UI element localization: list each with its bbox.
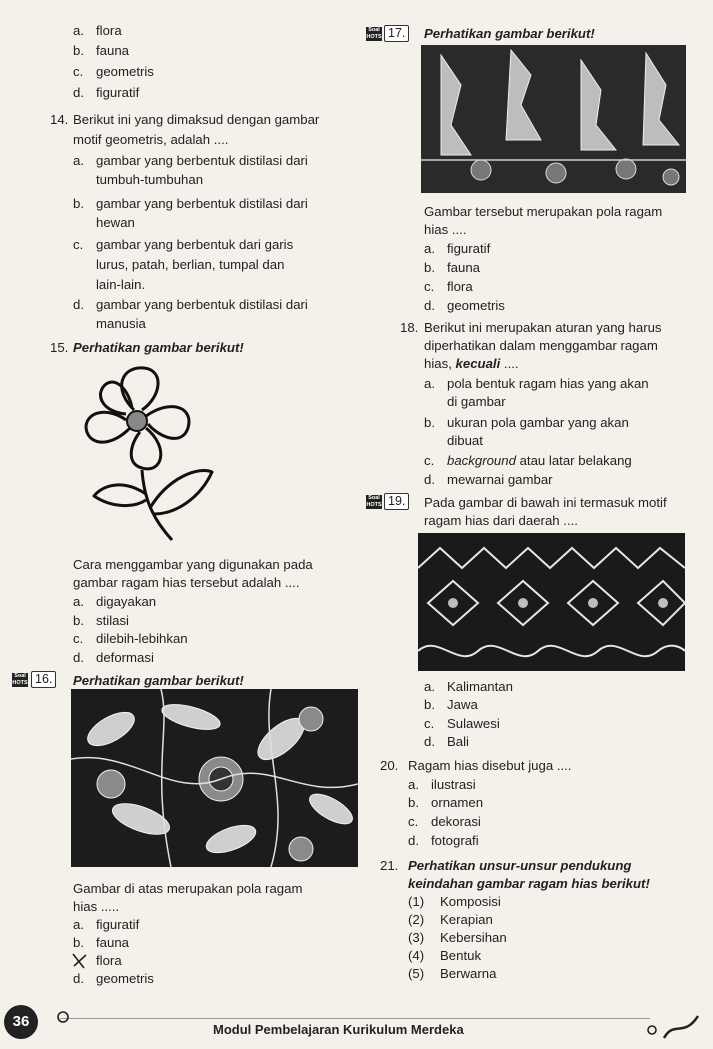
q19-stem-1: Pada gambar di bawah ini termasuk motif bbox=[424, 495, 667, 510]
q21-item-4-num: (4) bbox=[408, 948, 425, 963]
q20-a-letter: a. bbox=[408, 777, 419, 792]
q20-a-text: ilustrasi bbox=[431, 777, 476, 792]
q21-number: 21. bbox=[380, 858, 399, 873]
q18-b-text-1: ukuran pola gambar yang akan bbox=[447, 415, 629, 430]
q18-stem-3a: hias, bbox=[424, 356, 456, 371]
q19-c-text: Sulawesi bbox=[447, 716, 500, 731]
q16-d-text: geometris bbox=[96, 971, 154, 986]
footer-swoosh-icon bbox=[640, 1010, 700, 1040]
figurative-pattern-image bbox=[421, 45, 686, 193]
q16-a-letter: a. bbox=[73, 917, 84, 932]
q15-stem-2: gambar ragam hias tersebut adalah .... bbox=[73, 575, 300, 590]
q16-stem-1: Gambar di atas merupakan pola ragam bbox=[73, 881, 303, 896]
q19-b-text: Jawa bbox=[447, 697, 478, 712]
q21-item-5-text: Berwarna bbox=[440, 966, 497, 981]
q18-c-letter: c. bbox=[424, 453, 435, 468]
q20-d-letter: d. bbox=[408, 833, 419, 848]
q17-stem-1: Gambar tersebut merupakan pola ragam bbox=[424, 204, 663, 219]
q20-b-text: ornamen bbox=[431, 795, 484, 810]
q19-c-letter: c. bbox=[424, 716, 435, 731]
q19-b-letter: b. bbox=[424, 697, 435, 712]
q15-c-letter: c. bbox=[73, 631, 84, 646]
q18-b-text-2: dibuat bbox=[447, 433, 483, 448]
q14-c-text-3: lain-lain. bbox=[96, 277, 146, 292]
q18-c-rest: atau latar belakang bbox=[515, 453, 632, 468]
q13-a-letter: a. bbox=[73, 23, 84, 38]
q21-item-5-num: (5) bbox=[408, 966, 425, 981]
q15-d-letter: d. bbox=[73, 650, 84, 665]
q18-kecuali: kecuali bbox=[455, 356, 501, 371]
q15-stem-1: Cara menggambar yang digunakan pada bbox=[73, 557, 313, 572]
q13-d-letter: d. bbox=[73, 85, 84, 100]
q18-stem-2: diperhatikan dalam menggambar ragam bbox=[424, 338, 658, 353]
footer-decoration-icon bbox=[56, 1010, 70, 1024]
q19-number: 19. bbox=[384, 493, 409, 510]
q18-d-letter: d. bbox=[424, 472, 435, 487]
page-number-badge: 36 bbox=[4, 1005, 38, 1039]
q18-stem-3c: .... bbox=[500, 356, 519, 371]
q13-a-text: flora bbox=[96, 23, 122, 38]
q21-item-2-text: Kerapian bbox=[440, 912, 493, 927]
q21-item-4-text: Bentuk bbox=[440, 948, 482, 963]
q14-d-letter: d. bbox=[73, 297, 84, 312]
q19-d-text: Bali bbox=[447, 734, 469, 749]
batik-floral-image bbox=[71, 689, 358, 867]
q19-a-text: Kalimantan bbox=[447, 679, 513, 694]
q19-d-letter: d. bbox=[424, 734, 435, 749]
q15-number: 15. bbox=[50, 340, 69, 355]
q14-b-letter: b. bbox=[73, 196, 84, 211]
q17-c-letter: c. bbox=[424, 279, 435, 294]
q20-stem: Ragam hias disebut juga .... bbox=[408, 758, 572, 773]
q18-stem-3 bbox=[424, 356, 519, 372]
hots-badge-q17: Soal HOTS bbox=[366, 27, 382, 40]
q19-a-letter: a. bbox=[424, 679, 435, 694]
q16-d-letter: d. bbox=[73, 971, 84, 986]
q19-stem-2: ragam hias dari daerah .... bbox=[424, 513, 578, 528]
q14-c-text-2: lurus, patah, berlian, tumpal dan bbox=[96, 257, 285, 272]
q14-a-text-1: gambar yang berbentuk distilasi dari bbox=[96, 153, 308, 168]
q18-stem-1: Berikut ini merupakan aturan yang harus bbox=[424, 320, 662, 335]
q16-a-text: figuratif bbox=[96, 917, 140, 932]
q14-c-text-1: gambar yang berbentuk dari garis bbox=[96, 237, 294, 252]
q13-c-text: geometris bbox=[96, 64, 154, 79]
footer-rule bbox=[60, 1018, 650, 1019]
q21-item-1-num: (1) bbox=[408, 894, 425, 909]
q14-number: 14. bbox=[50, 112, 69, 127]
q16-b-text: fauna bbox=[96, 935, 130, 950]
q14-a-letter: a. bbox=[73, 153, 84, 168]
q18-a-text-2: di gambar bbox=[447, 394, 506, 409]
q17-d-text: geometris bbox=[447, 298, 505, 313]
q13-b-text: fauna bbox=[96, 43, 130, 58]
q20-number: 20. bbox=[380, 758, 399, 773]
q16-c-text: flora bbox=[96, 953, 122, 968]
q17-number: 17. bbox=[384, 25, 409, 42]
q21-stem-1: Perhatikan unsur-unsur pendukung bbox=[408, 858, 632, 873]
q14-c-letter: c. bbox=[73, 237, 84, 252]
q20-d-text: fotografi bbox=[431, 833, 479, 848]
q15-a-text: digayakan bbox=[96, 594, 157, 609]
q15-title: Perhatikan gambar berikut! bbox=[73, 340, 244, 355]
q15-b-text: stilasi bbox=[96, 613, 129, 628]
q16-b-letter: b. bbox=[73, 935, 84, 950]
q13-b-letter: b. bbox=[73, 43, 84, 58]
q14-b-text-2: hewan bbox=[96, 215, 135, 230]
q15-d-text: deformasi bbox=[96, 650, 154, 665]
q16-title: Perhatikan gambar berikut! bbox=[73, 673, 244, 688]
q18-a-text-1: pola bentuk ragam hias yang akan bbox=[447, 376, 649, 391]
q15-c-text: dilebih-lebihkan bbox=[96, 631, 188, 646]
q14-b-text-1: gambar yang berbentuk distilasi dari bbox=[96, 196, 308, 211]
q20-b-letter: b. bbox=[408, 795, 419, 810]
q17-title: Perhatikan gambar berikut! bbox=[424, 26, 595, 41]
q18-c-background: background bbox=[447, 453, 516, 468]
q14-d-text-2: manusia bbox=[96, 316, 146, 331]
hots-badge-q16: Soal HOTS bbox=[12, 673, 28, 686]
handwritten-check-mark-icon bbox=[70, 951, 92, 971]
q21-item-2-num: (2) bbox=[408, 912, 425, 927]
q18-number: 18. bbox=[400, 320, 419, 335]
q14-d-text-1: gambar yang berbentuk distilasi dari bbox=[96, 297, 308, 312]
q14-stem-1: Berikut ini yang dimaksud dengan gambar bbox=[73, 112, 320, 127]
q21-item-1-text: Komposisi bbox=[440, 894, 501, 909]
q20-c-letter: c. bbox=[408, 814, 419, 829]
q15-a-letter: a. bbox=[73, 594, 84, 609]
q17-d-letter: d. bbox=[424, 298, 435, 313]
q21-stem-2: keindahan gambar ragam hias berikut! bbox=[408, 876, 650, 891]
q18-b-letter: b. bbox=[424, 415, 435, 430]
q16-number: 16. bbox=[31, 671, 56, 688]
q14-a-text-2: tumbuh-tumbuhan bbox=[96, 172, 204, 187]
q17-c-text: flora bbox=[447, 279, 473, 294]
footer-title: Modul Pembelajaran Kurikulum Merdeka bbox=[213, 1022, 464, 1037]
q18-a-letter: a. bbox=[424, 376, 435, 391]
q21-item-3-num: (3) bbox=[408, 930, 425, 945]
q13-d-text: figuratif bbox=[96, 85, 140, 100]
flower-illustration bbox=[72, 358, 222, 548]
q20-c-text: dekorasi bbox=[431, 814, 481, 829]
regional-motif-image bbox=[418, 533, 685, 671]
q16-stem-2: hias ..... bbox=[73, 899, 120, 914]
q18-c-text bbox=[447, 453, 632, 469]
q17-stem-2: hias .... bbox=[424, 222, 467, 237]
hots-badge-q19: Soal HOTS bbox=[366, 495, 382, 508]
q18-d-text: mewarnai gambar bbox=[447, 472, 553, 487]
q15-b-letter: b. bbox=[73, 613, 84, 628]
q17-a-text: figuratif bbox=[447, 241, 491, 256]
q17-b-letter: b. bbox=[424, 260, 435, 275]
q13-c-letter: c. bbox=[73, 64, 84, 79]
q21-item-3-text: Kebersihan bbox=[440, 930, 507, 945]
q17-b-text: fauna bbox=[447, 260, 481, 275]
q17-a-letter: a. bbox=[424, 241, 435, 256]
q14-stem-2: motif geometris, adalah .... bbox=[73, 132, 229, 147]
